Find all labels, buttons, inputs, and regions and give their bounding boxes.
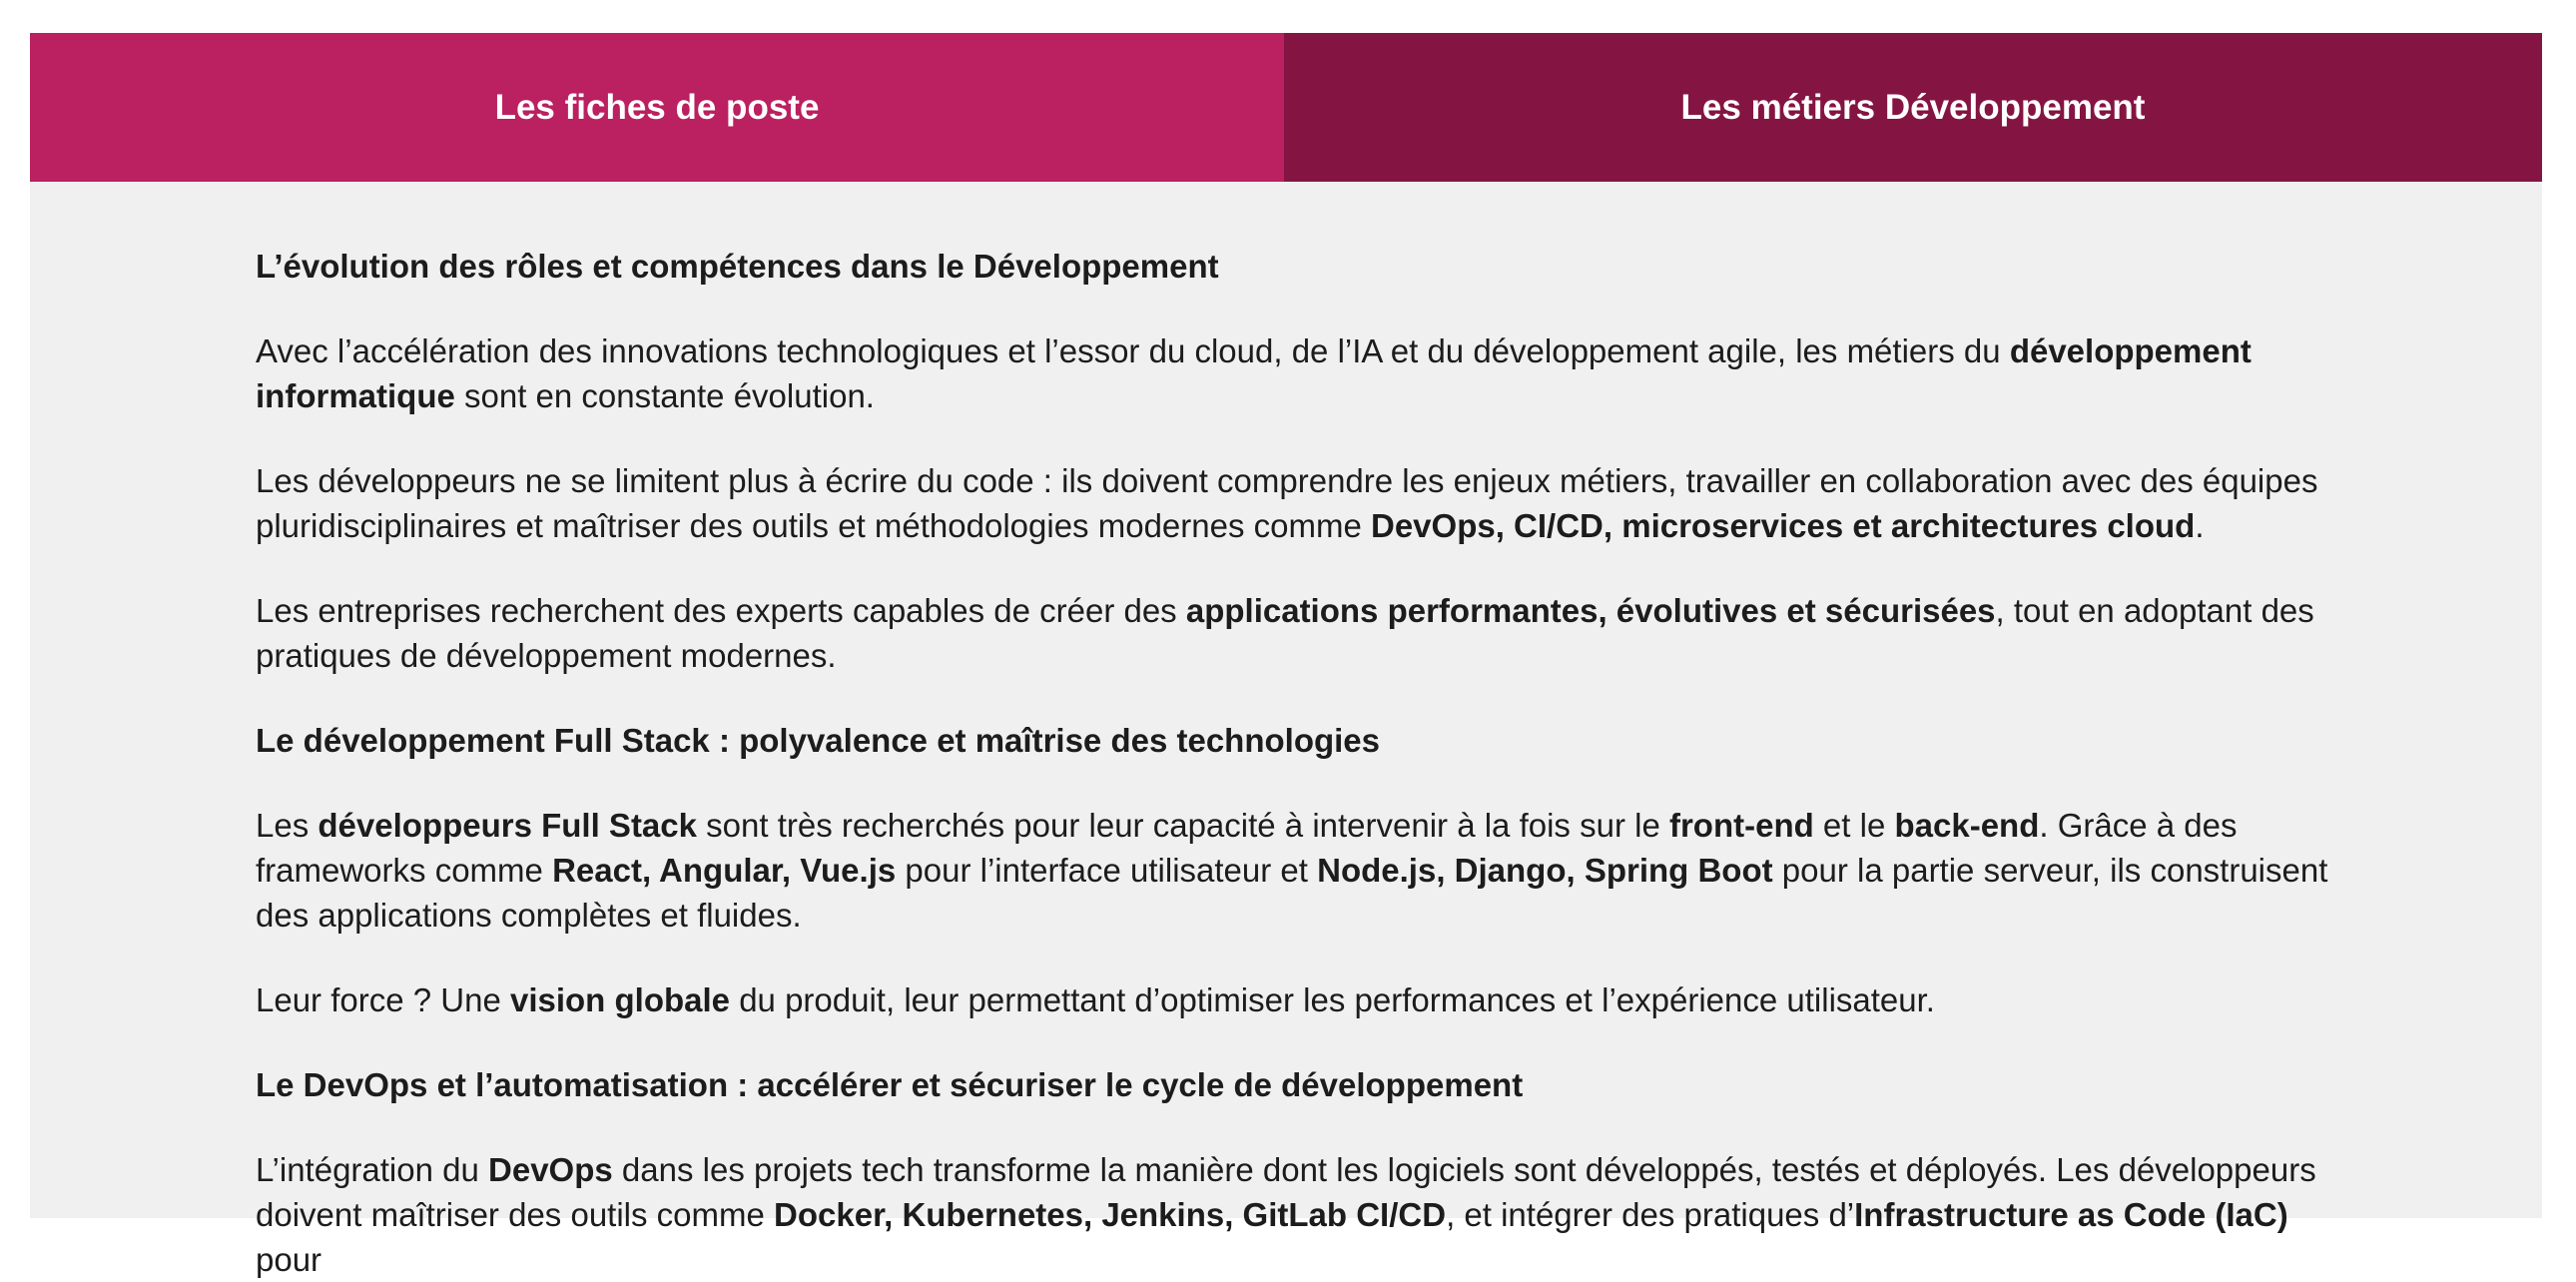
tab-fiches-de-poste[interactable]: Les fiches de poste xyxy=(30,33,1284,182)
paragraph: Les entreprises recherchent des experts capables de créer des applications performantes, évolutives et sécurisées, tout en adoptant des pratiques de développement modernes. xyxy=(256,592,2314,674)
section-heading: Le DevOps et l’automatisation : accélérer et sécuriser le cycle de développement xyxy=(256,1066,1524,1103)
paragraph: Les développeurs ne se limitent plus à écrire du code : ils doivent comprendre les enjeux métiers, travailler en collaboration avec des équipes pluridisciplinaires et maîtriser des outils et méthodologies modernes comme DevOps, CI/CD, microservices et architectures cloud. xyxy=(256,462,2318,544)
tab-metiers-developpement[interactable]: Les métiers Développement xyxy=(1284,33,2542,182)
paragraph: Leur force ? Une vision globale du produit, leur permettant d’optimiser les performances et l’expérience utilisateur. xyxy=(256,981,1935,1018)
article-content xyxy=(256,182,2342,1282)
tab-panel xyxy=(30,182,2542,1278)
tab-bar xyxy=(30,33,2542,182)
paragraph: Les développeurs Full Stack sont très recherchés pour leur capacité à intervenir à la fois sur le front-end et le back-end. Grâce à des frameworks comme React, Angular, Vue.js pour l’interface utilisateur et Node.js, Django, Spring Boot pour la partie serveur, ils construisent des applications complètes et fluides. xyxy=(256,807,2328,934)
section-heading: Le développement Full Stack : polyvalence et maîtrise des technologies xyxy=(256,722,1381,759)
paragraph: Avec l’accélération des innovations technologiques et l’essor du cloud, de l’IA et du développement agile, les métiers du développement informatique sont en constante évolution. xyxy=(256,332,2252,414)
section-heading: L’évolution des rôles et compétences dans le Développement xyxy=(256,248,1219,285)
content-frame xyxy=(30,33,2542,1278)
paragraph: L’intégration du DevOps dans les projets tech transforme la manière dont les logiciels sont développés, testés et déployés. Les développeurs doivent maîtriser des outils comme Docker, Kubernetes, Jenkins, GitLab CI/CD, et intégrer des pratiques d’Infrastructure as Code (IaC) pour xyxy=(256,1151,2316,1278)
